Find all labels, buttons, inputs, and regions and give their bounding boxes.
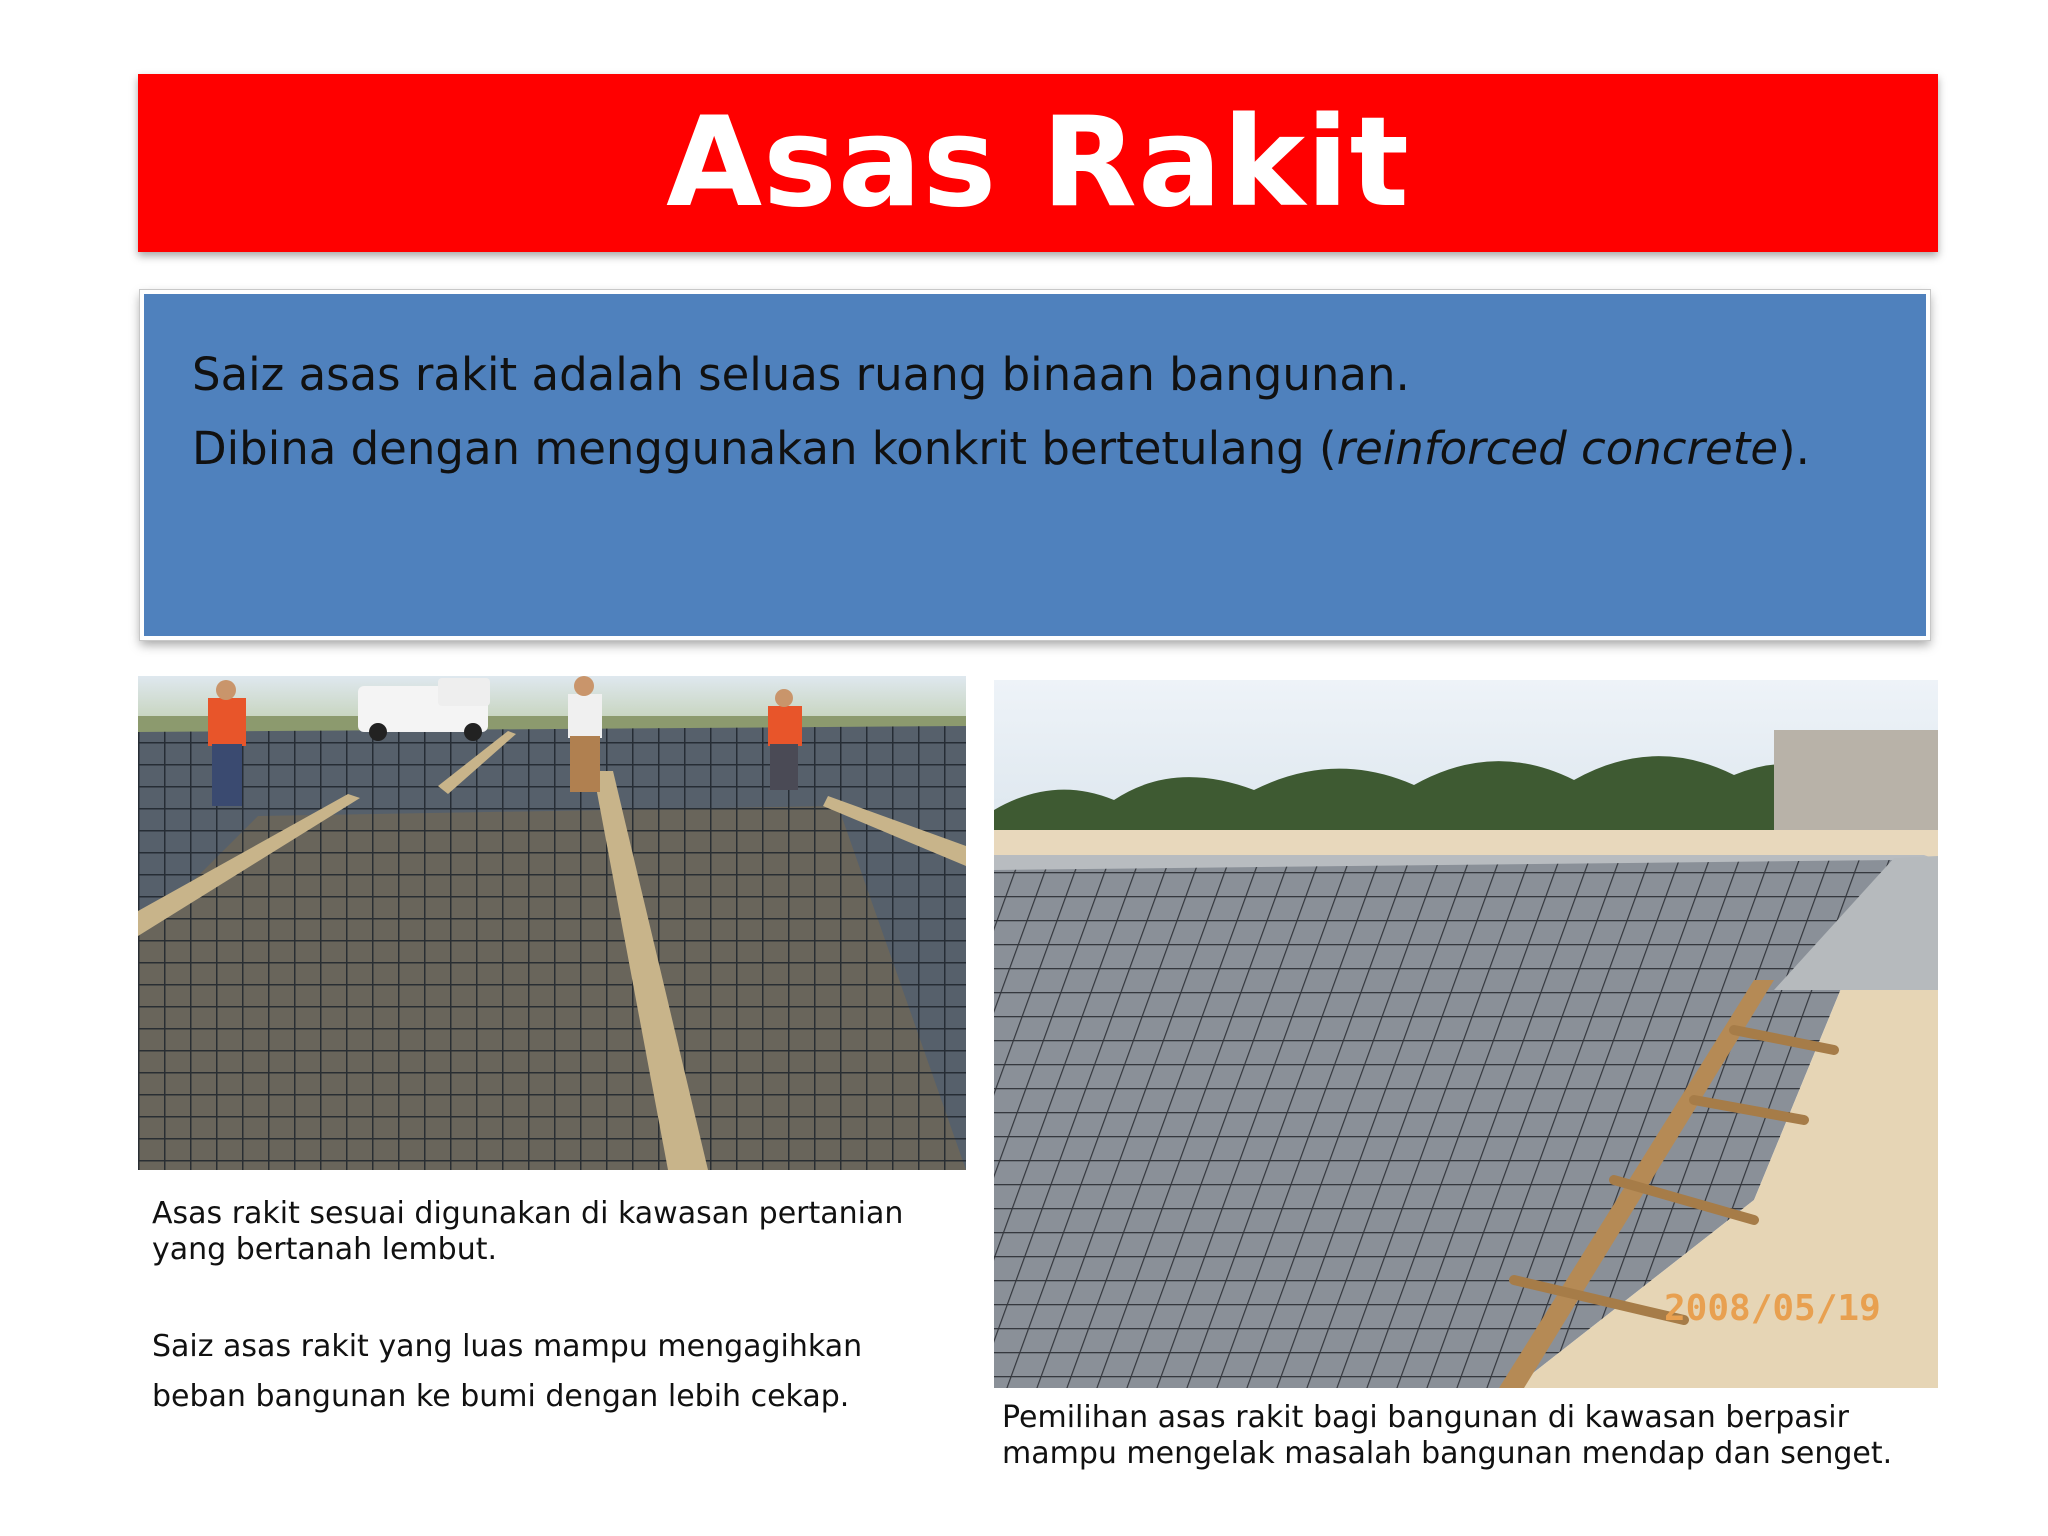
info-line-1: Saiz asas rakit adalah seluas ruang binaan bangunan. <box>192 348 1410 401</box>
caption-load-distribution-line-1: Saiz asas rakit yang luas mampu mengagihkan <box>152 1329 863 1364</box>
caption-sandy-area-line-2: mampu mengelak masalah bangunan mendap dan senget. <box>1002 1436 1893 1471</box>
info-line-2 <box>192 412 1878 486</box>
caption-load-distribution <box>152 1322 952 1422</box>
photo-rebar-workers-image <box>138 676 966 1170</box>
photo-rebar-workers <box>138 676 966 1170</box>
info-line-2-prefix: Dibina dengan menggunakan konkrit bertetulang ( <box>192 422 1337 475</box>
info-line-2-suffix: ). <box>1778 422 1810 475</box>
photo-raft-foundation-sand <box>994 680 1938 1388</box>
title-banner <box>138 74 1938 252</box>
caption-sandy-area <box>1002 1400 1932 1472</box>
caption-sandy-area-line-1: Pemilihan asas rakit bagi bangunan di kawasan berpasir <box>1002 1400 1849 1435</box>
info-box <box>140 290 1930 640</box>
info-line-2-italic: reinforced concrete <box>1336 422 1779 475</box>
slide-title: Asas Rakit <box>666 91 1410 235</box>
caption-soft-soil-line-1: Asas rakit sesuai digunakan di kawasan pertanian <box>152 1196 904 1231</box>
photo-raft-foundation-sand-image <box>994 680 1938 1388</box>
caption-soft-soil-line-2: yang bertanah lembut. <box>152 1232 498 1267</box>
caption-load-distribution-line-2: beban bangunan ke bumi dengan lebih cekap. <box>152 1379 850 1414</box>
caption-soft-soil <box>152 1196 952 1268</box>
photo-datestamp: 2008/05/19 <box>1664 1288 1881 1329</box>
